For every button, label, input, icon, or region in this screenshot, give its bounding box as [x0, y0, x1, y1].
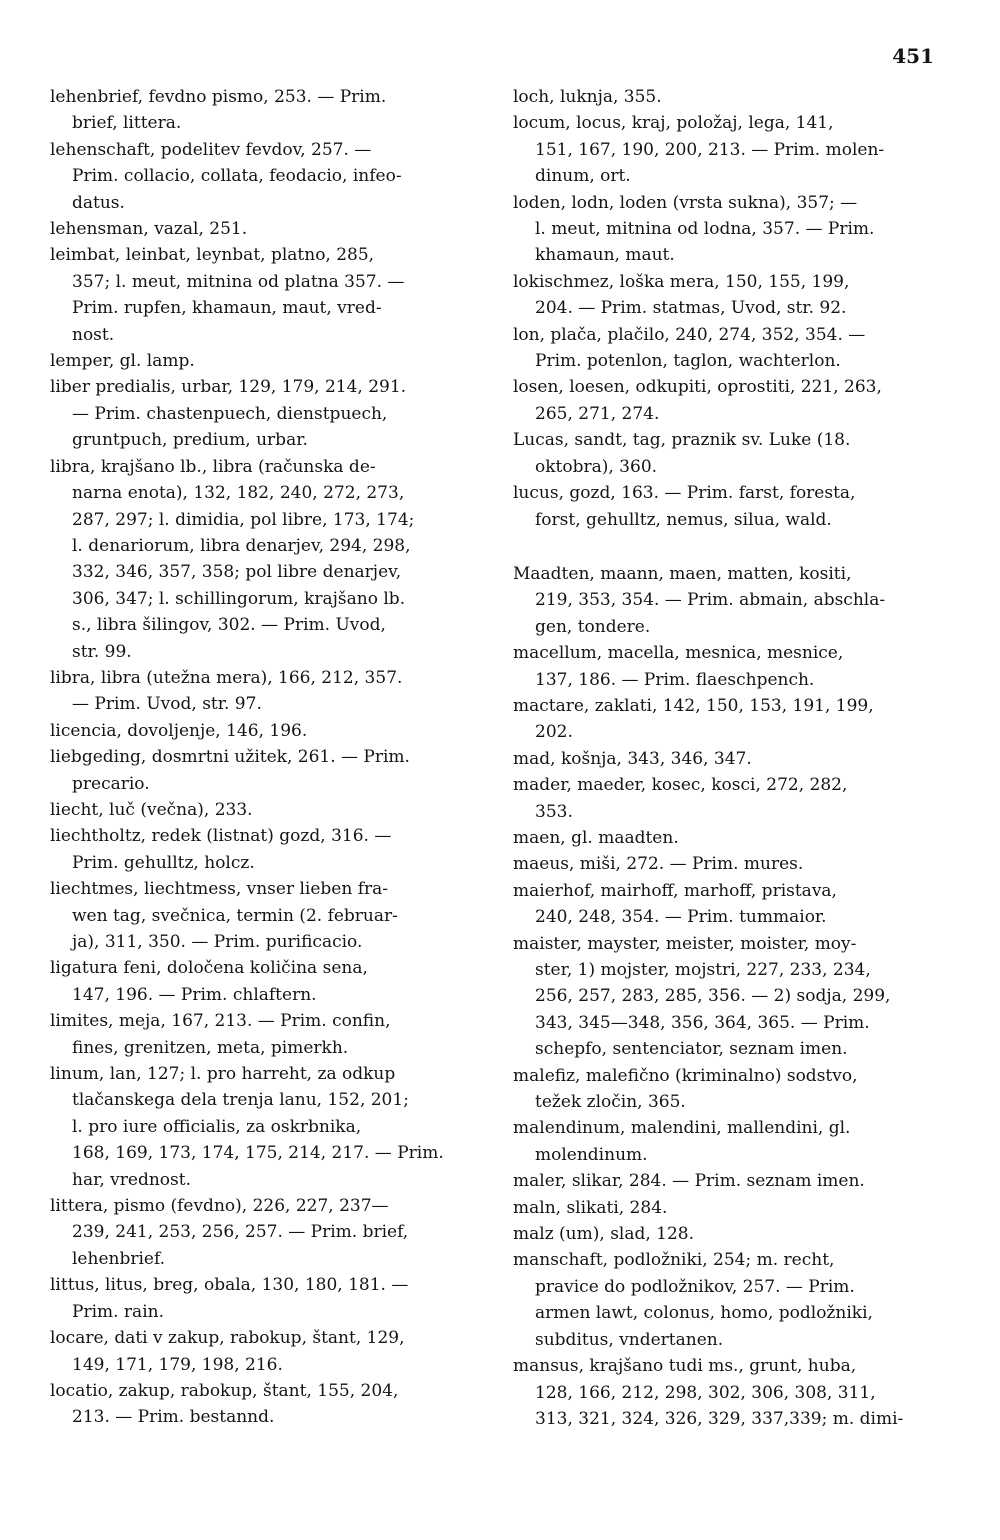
entry-line: Prim. potenlon, taglon, wachterlon.	[535, 351, 841, 372]
entry-line: 149, 171, 179, 198, 216.	[72, 1354, 283, 1375]
index-entry	[513, 746, 948, 772]
page-number: 451	[892, 44, 934, 68]
entry-line: linum, lan, 127; l. pro harreht, za odkup	[50, 1064, 396, 1085]
entry-line: macellum, macella, mesnica, mesnice,	[513, 643, 844, 664]
index-entry	[50, 242, 485, 348]
index-entry	[513, 1063, 948, 1116]
index-entry	[50, 1008, 485, 1061]
index-entry	[513, 693, 948, 746]
index-entry	[50, 374, 485, 453]
entry-line: 213. — Prim. bestannd.	[72, 1407, 275, 1428]
entry-line: limites, meja, 167, 213. — Prim. confin,	[50, 1011, 391, 1032]
entry-line: malz (um), slad, 128.	[513, 1224, 695, 1245]
index-entry	[50, 348, 485, 374]
entry-line: 256, 257, 283, 285, 356. — 2) sodja, 299,	[535, 986, 891, 1007]
entry-line: l. pro iure officialis, za oskrbnika,	[72, 1116, 362, 1137]
entry-line: lemper, gl. lamp.	[50, 351, 195, 372]
entry-line: forst, gehulltz, nemus, silua, wald.	[535, 509, 832, 530]
entry-line: licencia, dovoljenje, 146, 196.	[50, 720, 308, 741]
index-entry	[513, 851, 948, 877]
entry-line: losen, loesen, odkupiti, oprostiti, 221, 263,	[513, 377, 882, 398]
index-entry	[513, 190, 948, 269]
index-entry	[513, 269, 948, 322]
entry-line: leimbat, leinbat, leynbat, platno, 285,	[50, 245, 375, 266]
entry-line: datus.	[72, 192, 125, 213]
index-entry	[513, 1247, 948, 1353]
entry-line: mansus, krajšano tudi ms., grunt, huba,	[513, 1356, 857, 1377]
entry-line: precario.	[72, 773, 150, 794]
entry-line: 204. — Prim. statmas, Uvod, str. 92.	[535, 298, 847, 319]
left-column	[50, 84, 485, 1431]
entry-line: armen lawt, colonus, homo, podložniki,	[535, 1303, 873, 1324]
index-entry	[50, 216, 485, 242]
entry-line: molendinum.	[535, 1144, 648, 1165]
index-entry	[513, 84, 948, 110]
entry-line: libra, libra (utežna mera), 166, 212, 357.	[50, 667, 403, 688]
index-entry	[50, 823, 485, 876]
entry-line: locum, locus, kraj, položaj, lega, 141,	[513, 113, 834, 134]
index-entry	[513, 1115, 948, 1168]
entry-line: liber predialis, urbar, 129, 179, 214, 291.	[50, 377, 407, 398]
index-entry	[50, 718, 485, 744]
index-entry	[50, 955, 485, 1008]
entry-line: dinum, ort.	[535, 166, 631, 187]
index-entry	[513, 825, 948, 851]
entry-line: gruntpuch, predium, urbar.	[72, 430, 308, 451]
index-entry	[50, 876, 485, 955]
entry-line: lehenschaft, podelitev fevdov, 257. —	[50, 139, 372, 160]
entry-line: 353.	[535, 801, 573, 822]
entry-line: malefiz, malefično (kriminalno) sodstvo,	[513, 1065, 858, 1086]
entry-line: Lucas, sandt, tag, praznik sv. Luke (18.	[513, 430, 851, 451]
entry-line: s., libra šilingov, 302. — Prim. Uvod,	[72, 615, 386, 636]
entry-line: fines, grenitzen, meta, pimerkh.	[72, 1037, 349, 1058]
entry-line: Prim. rupfen, khamaun, maut, vred-	[72, 298, 382, 319]
entry-line: 332, 346, 357, 358; pol libre denarjev,	[72, 562, 402, 583]
entry-line: 265, 271, 274.	[535, 403, 660, 424]
entry-line: mad, košnja, 343, 346, 347.	[513, 748, 752, 769]
index-entry	[50, 454, 485, 665]
index-entry	[513, 1195, 948, 1221]
entry-line: 313, 321, 324, 326, 329, 337,339; m. dimi-	[535, 1408, 904, 1429]
entry-line: liebgeding, dosmrtni užitek, 261. — Prim.	[50, 747, 410, 768]
index-entry	[513, 878, 948, 931]
index-entry	[513, 322, 948, 375]
entry-line: locare, dati v zakup, rabokup, štant, 129,	[50, 1328, 405, 1349]
index-entry	[513, 110, 948, 189]
index-entry	[513, 772, 948, 825]
entry-line: 306, 347; l. schillingorum, krajšano lb.	[72, 588, 406, 609]
entry-line: Prim. gehulltz, holcz.	[72, 852, 255, 873]
entry-line: loden, lodn, loden (vrsta sukna), 357; —	[513, 192, 858, 213]
entry-line: lehensman, vazal, 251.	[50, 219, 248, 240]
entry-line: str. 99.	[72, 641, 132, 662]
entry-line: — Prim. chastenpuech, dienstpuech,	[72, 403, 388, 424]
index-entry	[513, 427, 948, 480]
entry-line: mactare, zaklati, 142, 150, 153, 191, 199,	[513, 695, 874, 716]
entry-line: loch, luknja, 355.	[513, 87, 662, 107]
index-entry	[513, 1168, 948, 1194]
index-entry	[50, 1061, 485, 1193]
index-entry	[50, 137, 485, 216]
entry-line: težek zločin, 365.	[535, 1092, 686, 1113]
entry-line: maln, slikati, 284.	[513, 1197, 668, 1218]
entry-line: liechtmes, liechtmess, vnser lieben fra-	[50, 879, 389, 900]
entry-line: brief, littera.	[72, 113, 182, 134]
entry-line: schepfo, sentenciator, seznam imen.	[535, 1039, 848, 1060]
entry-line: 202.	[535, 722, 573, 743]
entry-line: littus, litus, breg, obala, 130, 180, 181. —	[50, 1275, 409, 1296]
index-entry	[50, 1325, 485, 1378]
entry-line: maler, slikar, 284. — Prim. seznam imen.	[513, 1171, 865, 1192]
entry-line: maeus, miši, 272. — Prim. mures.	[513, 854, 804, 875]
entry-line: maister, mayster, meister, moister, moy-	[513, 933, 857, 954]
index-entry	[50, 665, 485, 718]
index-entry	[50, 1272, 485, 1325]
index-entry	[50, 84, 485, 137]
entry-line: Prim. rain.	[72, 1301, 164, 1322]
entry-line: pravice do podložnikov, 257. — Prim.	[535, 1276, 855, 1297]
index-entry	[513, 1221, 948, 1247]
entry-line: — Prim. Uvod, str. 97.	[72, 694, 262, 715]
entry-line: 128, 166, 212, 298, 302, 306, 308, 311,	[535, 1382, 876, 1403]
index-entry	[50, 797, 485, 823]
entry-line: lucus, gozd, 163. — Prim. farst, foresta,	[513, 483, 856, 504]
entry-line: ster, 1) mojster, mojstri, 227, 233, 234,	[535, 960, 871, 980]
entry-line: mader, maeder, kosec, kosci, 272, 282,	[513, 775, 848, 796]
entry-line: har, vrednost.	[72, 1169, 191, 1190]
entry-line: maierhof, mairhoff, marhoff, pristava,	[513, 880, 837, 901]
index-entry	[513, 480, 948, 533]
index-entry	[50, 1378, 485, 1431]
index-entry	[513, 640, 948, 693]
entry-line: 287, 297; l. dimidia, pol libre, 173, 174;	[72, 509, 415, 530]
entry-line: 357; l. meut, mitnina od platna 357. —	[72, 271, 405, 292]
entry-line: liecht, luč (večna), 233.	[50, 799, 253, 820]
entry-line: Prim. collacio, collata, feodacio, infeo-	[72, 166, 402, 187]
entry-line: 151, 167, 190, 200, 213. — Prim. molen-	[535, 139, 885, 160]
entry-line: ligatura feni, določena količina sena,	[50, 958, 368, 979]
entry-line: khamaun, maut.	[535, 245, 675, 266]
entry-line: 219, 353, 354. — Prim. abmain, abschla-	[535, 590, 886, 611]
entry-line: littera, pismo (fevdno), 226, 227, 237—	[50, 1196, 389, 1217]
entry-line: narna enota), 132, 182, 240, 272, 273,	[72, 483, 405, 504]
entry-line: liechtholtz, redek (listnat) gozd, 316. —	[50, 826, 392, 847]
entry-line: l. denariorum, libra denarjev, 294, 298,	[72, 535, 411, 556]
index-entry	[50, 744, 485, 797]
entry-line: 343, 345—348, 356, 364, 365. — Prim.	[535, 1012, 870, 1033]
entry-line: lehenbrief.	[72, 1248, 166, 1269]
entry-line: 168, 169, 173, 174, 175, 214, 217. — Prim.	[72, 1143, 444, 1164]
index-entry	[513, 374, 948, 427]
entry-line: libra, krajšano lb., libra (računska de-	[50, 456, 376, 477]
entry-line: 137, 186. — Prim. flaeschpench.	[535, 669, 815, 690]
index-entry	[513, 931, 948, 1063]
right-column	[513, 84, 948, 1432]
entry-line: lon, plača, plačilo, 240, 274, 352, 354. —	[513, 324, 866, 345]
entry-line: Maadten, maann, maen, matten, kositi,	[513, 563, 852, 584]
entry-line: 239, 241, 253, 256, 257. — Prim. brief,	[72, 1222, 409, 1243]
index-entry	[50, 1193, 485, 1272]
entry-line: oktobra), 360.	[535, 456, 658, 477]
entry-line: lokischmez, loška mera, 150, 155, 199,	[513, 271, 850, 292]
entry-line: 240, 248, 354. — Prim. tummaior.	[535, 907, 827, 928]
entry-line: locatio, zakup, rabokup, štant, 155, 204,	[50, 1380, 399, 1401]
index-entry	[513, 561, 948, 640]
entry-line: nost.	[72, 324, 115, 345]
entry-line: l. meut, mitnina od lodna, 357. — Prim.	[535, 219, 875, 240]
entry-line: subditus, vndertanen.	[535, 1329, 724, 1350]
entry-line: wen tag, svečnica, termin (2. februar-	[72, 905, 398, 926]
entry-line: maen, gl. maadten.	[513, 827, 679, 848]
index-entry	[513, 1353, 948, 1432]
entry-line: manschaft, podložniki, 254; m. recht,	[513, 1250, 835, 1271]
entry-line: 147, 196. — Prim. chlaftern.	[72, 984, 317, 1005]
entry-line: ja), 311, 350. — Prim. purificacio.	[72, 932, 363, 952]
entry-line: lehenbrief, fevdno pismo, 253. — Prim.	[50, 87, 387, 107]
entry-line: gen, tondere.	[535, 616, 651, 637]
entry-line: malendinum, malendini, mallendini, gl.	[513, 1118, 851, 1139]
entry-line: tlačanskega dela trenja lanu, 152, 201;	[72, 1090, 409, 1111]
